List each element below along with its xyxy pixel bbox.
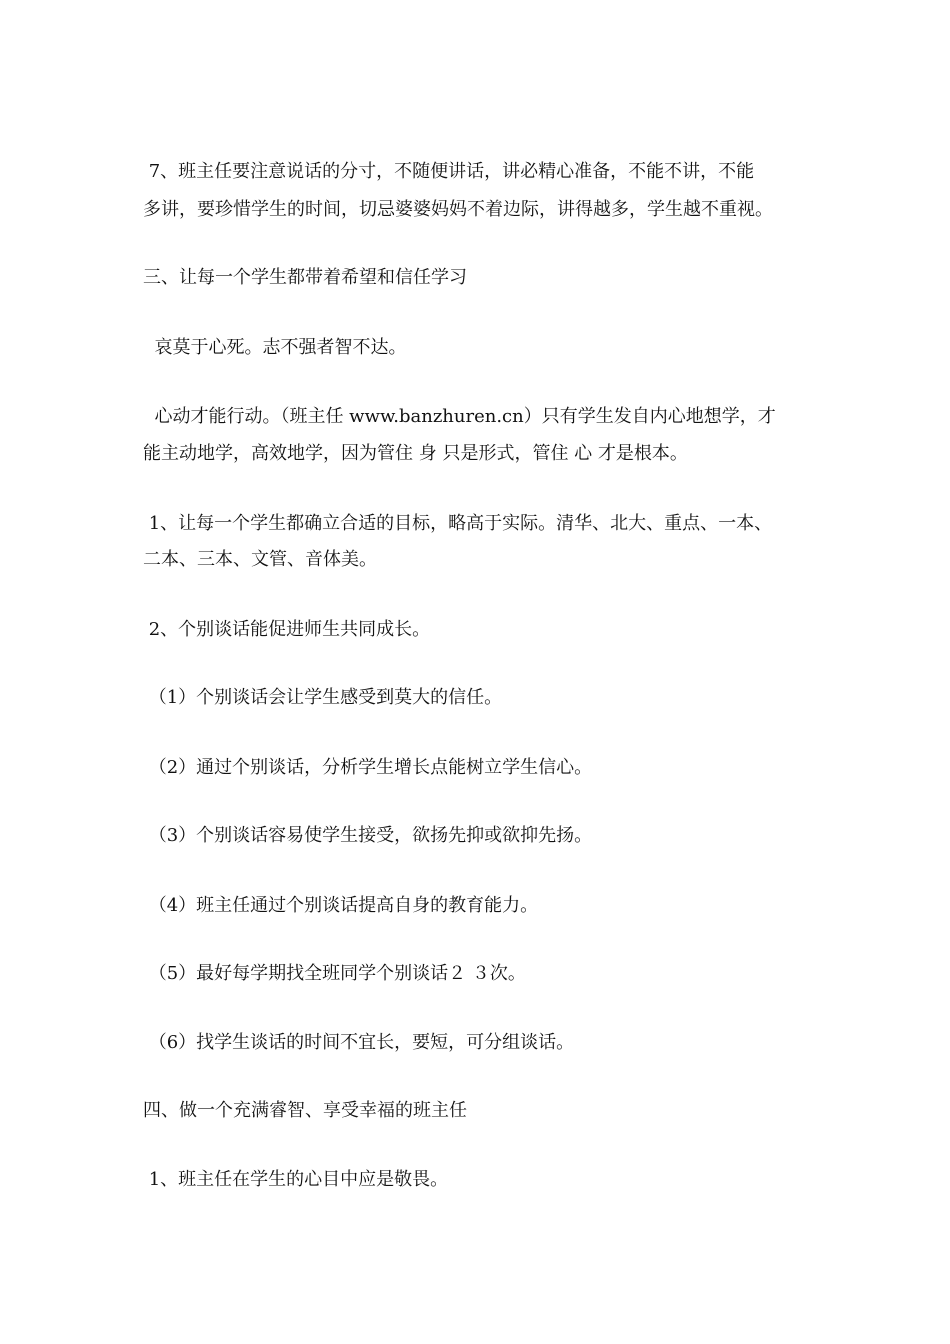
item-2-heading: 2、个别谈话能促进师生共同成长。 (143, 619, 431, 640)
sub-item-1: （1）个别谈话会让学生感受到莫大的信任。 (143, 687, 503, 708)
section-4-item-1: 1、班主任在学生的心目中应是敬畏。 (143, 1169, 449, 1190)
item-1-line-1: 1、让每一个学生都确立合适的目标，略高于实际。清华、北大、重点、一本、 (143, 513, 773, 534)
sub-item-5: （5）最好每学期找全班同学个别谈话２ ３次。 (143, 963, 526, 984)
sub-item-3: （3）个别谈话容易使学生接受，欲扬先抑或欲抑先扬。 (143, 825, 593, 846)
section-4-heading: 四、做一个充满睿智、享受幸福的班主任 (143, 1100, 467, 1121)
intro-paragraph-line-1: 心动才能行动。（班主任 www.banzhuren.cn）只有学生发自内心地想学，才 (143, 406, 776, 427)
section-3-heading: 三、让每一个学生都带着希望和信任学习 (143, 267, 467, 288)
intro-paragraph-line-2: 能主动地学，高效地学，因为管住 身 只是形式，管住 心 才是根本。 (143, 443, 688, 464)
sub-item-4: （4）班主任通过个别谈话提高自身的教育能力。 (143, 895, 539, 916)
item-1-line-2: 二本、三本、文管、音体美。 (143, 549, 377, 570)
sub-item-6: （6）找学生谈话的时间不宜长，要短，可分组谈话。 (143, 1032, 575, 1053)
quote-line: 哀莫于心死。志不强者智不达。 (143, 337, 407, 358)
paragraph-7-line-2: 多讲，要珍惜学生的时间，切忌婆婆妈妈不着边际，讲得越多，学生越不重视。 (143, 199, 773, 220)
sub-item-2: （2）通过个别谈话，分析学生增长点能树立学生信心。 (143, 757, 593, 778)
paragraph-7-line-1: 7、班主任要注意说话的分寸，不随便讲话，讲必精心准备，不能不讲，不能 (143, 161, 755, 182)
